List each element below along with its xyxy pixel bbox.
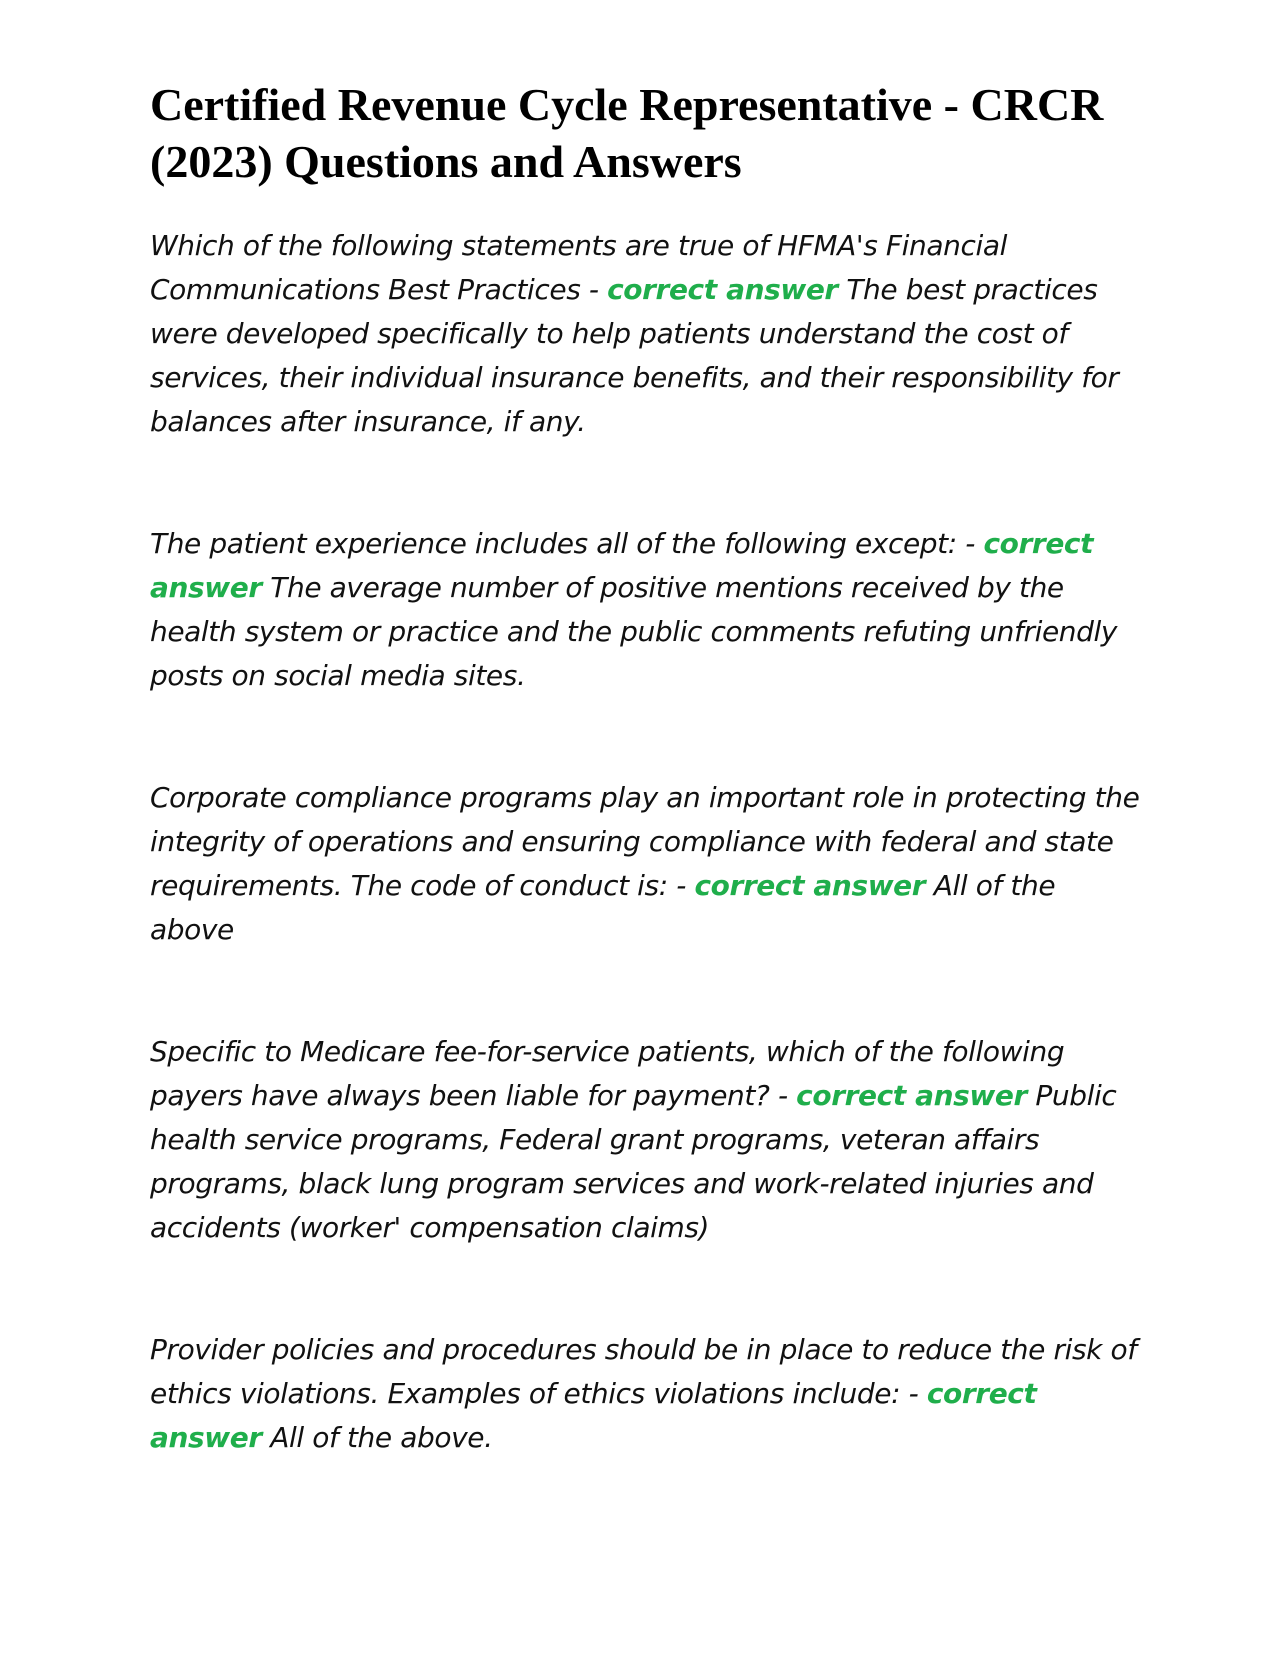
- qa-item-4: [150, 1030, 1140, 1250]
- correct-answer-label: correct answer: [796, 1079, 1027, 1112]
- question-text: The patient experience includes all of the following except: -: [150, 527, 984, 560]
- qa-item-2: [150, 522, 1140, 698]
- question-text: Which of the following statements are true of HFMA's Financial Communications Best Practices -: [150, 229, 1007, 306]
- qa-item-3: [150, 776, 1140, 952]
- answer-text: Public health service programs, Federal grant programs, veteran affairs programs, black lung program services and work-related injuries and accidents (worker' compensation claims): [150, 1079, 1117, 1244]
- question-text: Provider policies and procedures should be in place to reduce the risk of ethics violations. Examples of ethics violations include: -: [150, 1333, 1137, 1410]
- answer-text: The best practices were developed specifically to help patients understand the cost of services, their individual insurance benefits, and their responsibility for balances after insurance, if any.: [150, 273, 1119, 438]
- correct-answer-label: correct answer: [150, 1377, 1037, 1454]
- correct-answer-label: correct answer: [607, 273, 838, 306]
- answer-text: The average number of positive mentions received by the health system or practice and the public comments refuting unfriendly posts on social media sites.: [150, 571, 1118, 692]
- answer-text: All of the above.: [261, 1421, 493, 1454]
- qa-item-5: [150, 1328, 1140, 1460]
- correct-answer-label: correct answer: [150, 527, 1094, 604]
- question-text: Specific to Medicare fee-for-service patients, which of the following payers have always been liable for payment? -: [150, 1035, 1065, 1112]
- correct-answer-label: correct answer: [694, 869, 926, 902]
- document-page: [150, 76, 1140, 1538]
- document-title: Certified Revenue Cycle Representative - CRCR (2023) Questions and Answers: [150, 79, 1104, 187]
- question-text: Corporate compliance programs play an important role in protecting the integrity of operations and ensuring compliance with federal and state requirements. The code of conduct is: -: [150, 781, 1140, 902]
- qa-item-1: [150, 224, 1140, 444]
- answer-text: All of the above: [150, 869, 1056, 946]
